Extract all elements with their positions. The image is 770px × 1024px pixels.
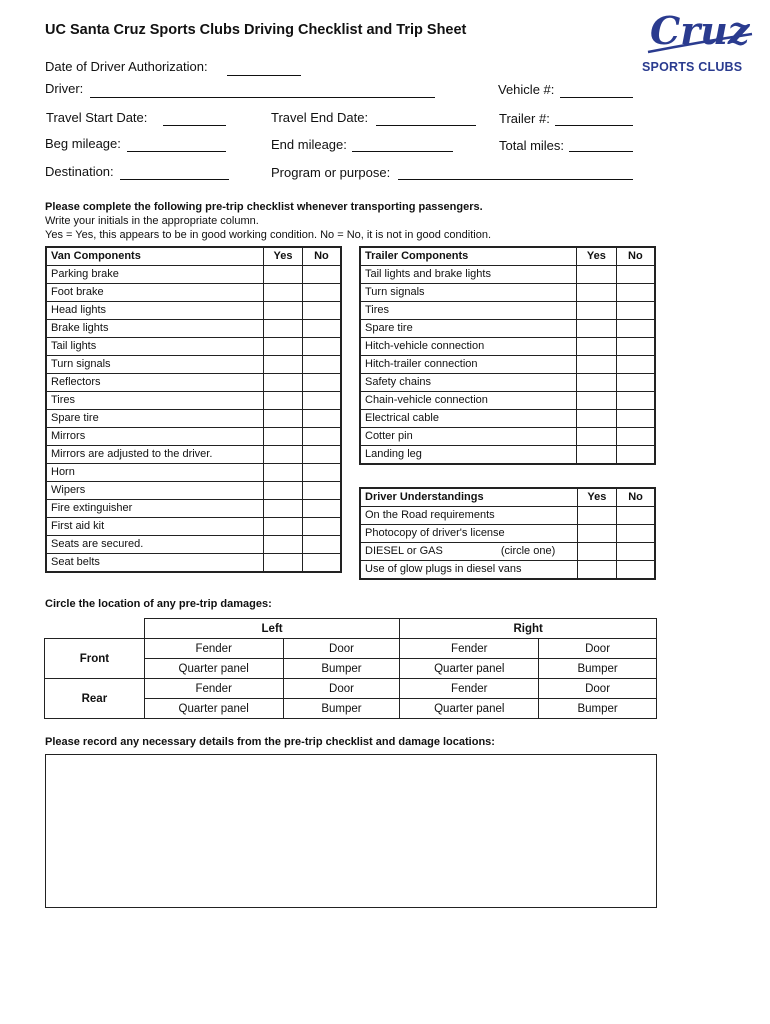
van-yes-header: Yes — [264, 247, 303, 266]
end-date-field[interactable] — [376, 125, 476, 126]
yes-cell[interactable] — [576, 428, 616, 446]
instructions-heading: Please complete the following pre-trip checklist whenever transporting passengers. — [45, 201, 483, 213]
right-front-quarter-panel[interactable]: Quarter panel — [400, 659, 539, 679]
table-row — [360, 392, 655, 410]
auth-date-field[interactable] — [227, 75, 301, 76]
understand-header: Driver Understandings — [360, 488, 577, 507]
van-item: Spare tire — [46, 410, 264, 428]
understand-fuel-cell — [360, 543, 577, 561]
no-cell[interactable] — [302, 266, 341, 284]
yes-cell[interactable] — [264, 428, 303, 446]
table-row — [360, 338, 655, 356]
yes-cell[interactable] — [264, 392, 303, 410]
yes-cell[interactable] — [264, 554, 303, 573]
table-row — [360, 284, 655, 302]
right-front-fender[interactable]: Fender — [400, 639, 539, 659]
logo — [640, 4, 758, 76]
left-front-door[interactable]: Door — [283, 639, 400, 659]
no-cell[interactable] — [302, 356, 341, 374]
trailer-item: Landing leg — [360, 446, 576, 465]
left-side-header: Left — [144, 619, 400, 639]
van-item: Fire extinguisher — [46, 500, 264, 518]
destination-label: Destination: — [45, 164, 114, 179]
van-item: Seats are secured. — [46, 536, 264, 554]
right-rear-bumper[interactable]: Bumper — [539, 699, 657, 719]
logo-script-text: Cruz — [650, 8, 750, 53]
yes-cell[interactable] — [576, 266, 616, 284]
yes-cell[interactable] — [264, 482, 303, 500]
logo-subtitle: SPORTS CLUBS — [642, 60, 743, 74]
right-rear-fender[interactable]: Fender — [400, 679, 539, 699]
yes-cell[interactable] — [577, 543, 616, 561]
van-item: Seat belts — [46, 554, 264, 573]
no-cell[interactable] — [617, 543, 655, 561]
damage-location-table — [44, 618, 657, 719]
no-cell[interactable] — [302, 338, 341, 356]
table-row — [46, 464, 341, 482]
no-cell[interactable] — [616, 374, 655, 392]
van-item: Mirrors are adjusted to the driver. — [46, 446, 264, 464]
table-row — [46, 374, 341, 392]
right-side-header: Right — [400, 619, 657, 639]
instructions-legend: Yes = Yes, this appears to be in good working condition. No = No, it is not in good condition. — [45, 229, 491, 241]
yes-cell[interactable] — [264, 356, 303, 374]
yes-cell[interactable] — [576, 374, 616, 392]
purpose-field[interactable] — [398, 179, 633, 180]
no-cell[interactable] — [616, 284, 655, 302]
yes-cell[interactable] — [264, 536, 303, 554]
table-row — [46, 518, 341, 536]
table-row — [46, 338, 341, 356]
driver-label: Driver: — [45, 81, 84, 96]
yes-cell[interactable] — [576, 356, 616, 374]
table-row — [46, 446, 341, 464]
trailer-item: Hitch-vehicle connection — [360, 338, 576, 356]
left-front-quarter-panel[interactable]: Quarter panel — [144, 659, 283, 679]
yes-cell[interactable] — [264, 320, 303, 338]
van-item: Parking brake — [46, 266, 264, 284]
no-cell[interactable] — [616, 320, 655, 338]
notes-box[interactable] — [45, 754, 657, 908]
no-cell[interactable] — [616, 446, 655, 465]
trailer-item: Spare tire — [360, 320, 576, 338]
end-date-label: Travel End Date: — [271, 110, 369, 125]
trailer-item: Electrical cable — [360, 410, 576, 428]
van-item: Tail lights — [46, 338, 264, 356]
total-miles-field[interactable] — [569, 151, 633, 152]
yes-cell[interactable] — [577, 561, 616, 580]
no-cell[interactable] — [617, 561, 655, 580]
trailer-components-table — [359, 246, 656, 465]
start-date-field[interactable] — [163, 125, 226, 126]
van-no-header: No — [302, 247, 341, 266]
no-cell[interactable] — [302, 284, 341, 302]
no-cell[interactable] — [616, 428, 655, 446]
table-row — [360, 507, 655, 525]
auth-date-label: Date of Driver Authorization: — [45, 59, 208, 74]
table-row — [360, 525, 655, 543]
no-cell[interactable] — [616, 266, 655, 284]
no-cell[interactable] — [302, 554, 341, 573]
right-front-door[interactable]: Door — [539, 639, 657, 659]
table-row — [360, 428, 655, 446]
table-row — [360, 446, 655, 465]
cruz-script-logo — [640, 4, 758, 60]
table-row — [46, 482, 341, 500]
trailer-header: Trailer Components — [360, 247, 576, 266]
table-row — [360, 410, 655, 428]
table-row — [360, 356, 655, 374]
left-front-bumper[interactable]: Bumper — [283, 659, 400, 679]
no-cell[interactable] — [302, 518, 341, 536]
rear-label: Rear — [45, 679, 145, 719]
no-cell[interactable] — [616, 302, 655, 320]
trailer-item: Chain-vehicle connection — [360, 392, 576, 410]
table-row — [46, 356, 341, 374]
yes-cell[interactable] — [576, 284, 616, 302]
table-row — [46, 392, 341, 410]
van-item: Foot brake — [46, 284, 264, 302]
no-cell[interactable] — [302, 410, 341, 428]
van-item: First aid kit — [46, 518, 264, 536]
no-cell[interactable] — [302, 446, 341, 464]
yes-cell[interactable] — [264, 410, 303, 428]
table-row — [46, 266, 341, 284]
yes-cell[interactable] — [264, 500, 303, 518]
purpose-label: Program or purpose: — [271, 165, 391, 180]
right-rear-quarter-panel[interactable]: Quarter panel — [400, 699, 539, 719]
van-item: Brake lights — [46, 320, 264, 338]
table-row — [46, 428, 341, 446]
start-date-label: Travel Start Date: — [46, 110, 148, 125]
yes-cell[interactable] — [264, 266, 303, 284]
no-cell[interactable] — [616, 356, 655, 374]
van-item: Horn — [46, 464, 264, 482]
van-header: Van Components — [46, 247, 264, 266]
table-row — [46, 410, 341, 428]
van-components-table — [45, 246, 342, 573]
left-rear-door[interactable]: Door — [283, 679, 400, 699]
front-label: Front — [45, 639, 145, 679]
no-cell[interactable] — [302, 428, 341, 446]
no-cell[interactable] — [302, 536, 341, 554]
van-item: Mirrors — [46, 428, 264, 446]
no-cell[interactable] — [302, 302, 341, 320]
destination-field[interactable] — [120, 179, 229, 180]
van-header-row — [46, 247, 341, 266]
yes-cell[interactable] — [577, 507, 616, 525]
damage-row — [45, 639, 657, 659]
damages-heading: Circle the location of any pre-trip damages: — [45, 598, 272, 610]
yes-cell[interactable] — [264, 464, 303, 482]
left-rear-quarter-panel[interactable]: Quarter panel — [144, 699, 283, 719]
driver-understandings-table — [359, 487, 656, 580]
table-row — [360, 543, 655, 561]
trailer-item: Turn signals — [360, 284, 576, 302]
left-rear-bumper[interactable]: Bumper — [283, 699, 400, 719]
yes-cell[interactable] — [264, 374, 303, 392]
no-cell[interactable] — [616, 338, 655, 356]
understand-no-header: No — [617, 488, 655, 507]
yes-cell[interactable] — [576, 410, 616, 428]
circle-one-note: (circle one) — [500, 545, 556, 557]
table-row — [46, 554, 341, 573]
no-cell[interactable] — [616, 392, 655, 410]
trailer-item: Hitch-trailer connection — [360, 356, 576, 374]
empty-corner — [45, 619, 145, 639]
understand-item: Photocopy of driver's license — [360, 525, 577, 543]
fuel-type-option[interactable]: DIESEL or GAS — [365, 545, 443, 557]
table-row — [360, 320, 655, 338]
van-item: Reflectors — [46, 374, 264, 392]
no-cell[interactable] — [617, 525, 655, 543]
vehicle-field[interactable] — [560, 97, 633, 98]
trailer-yes-header: Yes — [576, 247, 616, 266]
yes-cell[interactable] — [264, 302, 303, 320]
table-row — [46, 500, 341, 518]
yes-cell[interactable] — [264, 518, 303, 536]
understand-header-row — [360, 488, 655, 507]
yes-cell[interactable] — [576, 338, 616, 356]
trailer-header-row — [360, 247, 655, 266]
driver-field[interactable] — [90, 97, 435, 98]
right-front-bumper[interactable]: Bumper — [539, 659, 657, 679]
understand-item: Use of glow plugs in diesel vans — [360, 561, 577, 580]
van-item: Turn signals — [46, 356, 264, 374]
table-row — [360, 374, 655, 392]
table-row — [46, 284, 341, 302]
table-row — [360, 266, 655, 284]
no-cell[interactable] — [302, 320, 341, 338]
no-cell[interactable] — [302, 464, 341, 482]
damage-header-row — [45, 619, 657, 639]
table-row — [46, 320, 341, 338]
trailer-field[interactable] — [555, 125, 633, 126]
no-cell[interactable] — [302, 374, 341, 392]
trailer-item: Tires — [360, 302, 576, 320]
table-row — [360, 561, 655, 580]
vehicle-label: Vehicle #: — [498, 82, 555, 97]
left-rear-fender[interactable]: Fender — [144, 679, 283, 699]
yes-cell[interactable] — [576, 446, 616, 465]
trailer-item: Tail lights and brake lights — [360, 266, 576, 284]
right-rear-door[interactable]: Door — [539, 679, 657, 699]
van-item: Head lights — [46, 302, 264, 320]
table-row — [46, 302, 341, 320]
page-title: UC Santa Cruz Sports Clubs Driving Checklist and Trip Sheet — [45, 22, 467, 38]
table-row — [360, 302, 655, 320]
yes-cell[interactable] — [264, 446, 303, 464]
trailer-label: Trailer #: — [499, 111, 550, 126]
no-cell[interactable] — [616, 410, 655, 428]
yes-cell[interactable] — [576, 392, 616, 410]
beg-mileage-label: Beg mileage: — [45, 136, 121, 151]
end-mileage-field[interactable] — [352, 151, 453, 152]
end-mileage-label: End mileage: — [271, 137, 347, 152]
table-row — [46, 536, 341, 554]
trailer-item: Safety chains — [360, 374, 576, 392]
yes-cell[interactable] — [576, 320, 616, 338]
total-miles-label: Total miles: — [499, 138, 565, 153]
van-item: Tires — [46, 392, 264, 410]
notes-heading: Please record any necessary details from the pre-trip checklist and damage locations: — [45, 736, 495, 748]
van-item: Wipers — [46, 482, 264, 500]
trailer-no-header: No — [616, 247, 655, 266]
no-cell[interactable] — [302, 392, 341, 410]
yes-cell[interactable] — [576, 302, 616, 320]
no-cell[interactable] — [617, 507, 655, 525]
understand-yes-header: Yes — [577, 488, 616, 507]
beg-mileage-field[interactable] — [127, 151, 226, 152]
no-cell[interactable] — [302, 500, 341, 518]
no-cell[interactable] — [302, 482, 341, 500]
damage-row — [45, 679, 657, 699]
yes-cell[interactable] — [264, 284, 303, 302]
yes-cell[interactable] — [264, 338, 303, 356]
trailer-item: Cotter pin — [360, 428, 576, 446]
instructions-initials: Write your initials in the appropriate column. — [45, 215, 259, 227]
left-front-fender[interactable]: Fender — [144, 639, 283, 659]
understand-item: On the Road requirements — [360, 507, 577, 525]
yes-cell[interactable] — [577, 525, 616, 543]
